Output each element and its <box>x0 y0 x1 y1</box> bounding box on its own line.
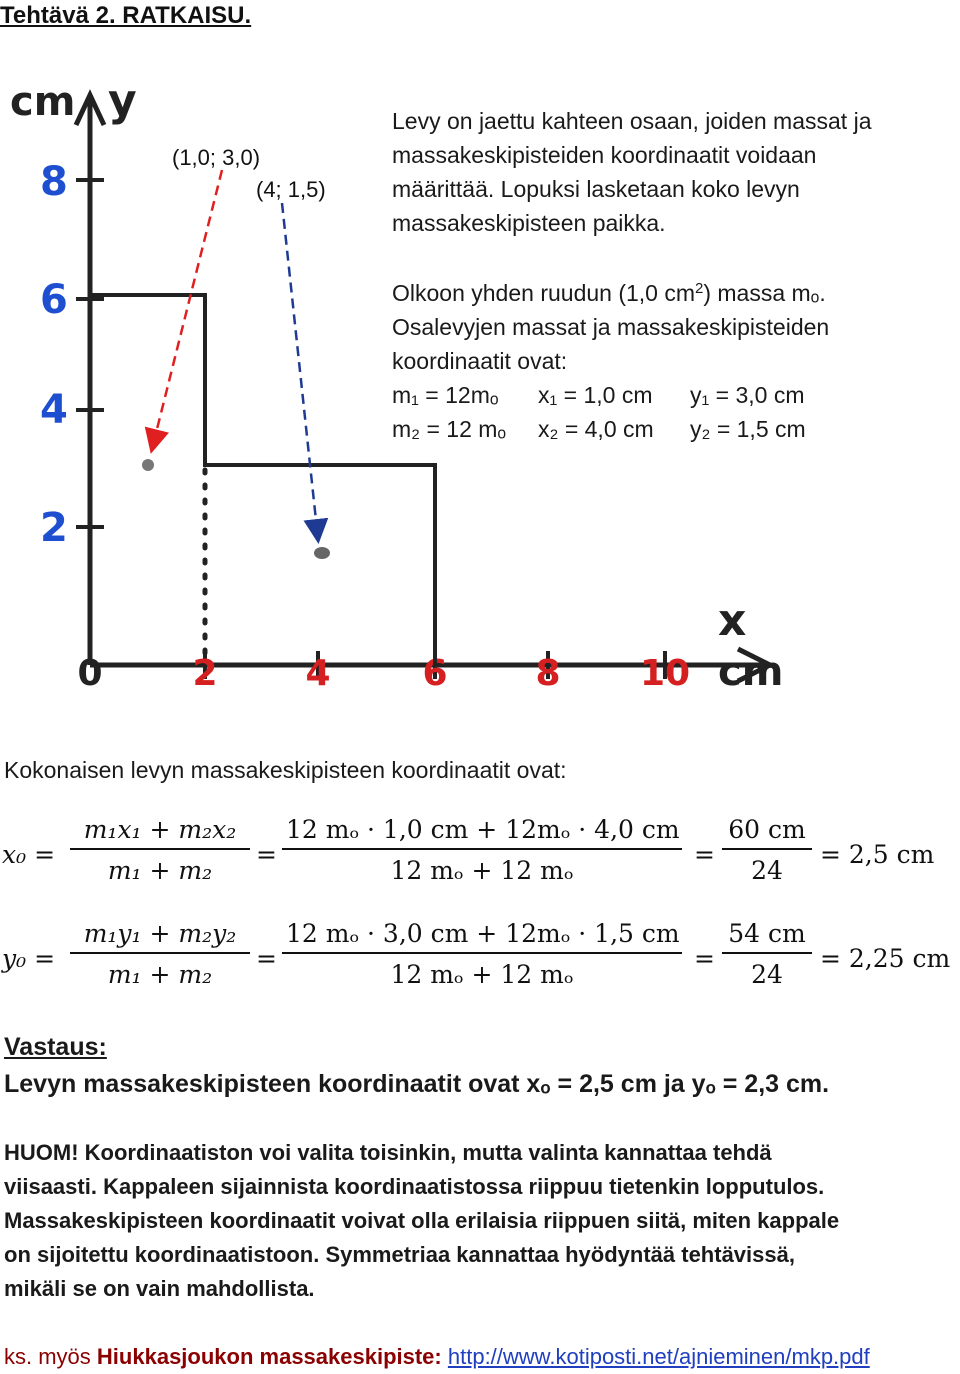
leader-line-blue <box>282 203 318 539</box>
eq-y-f1-denominator: m₁ + m₂ <box>107 960 213 989</box>
page-title: Tehtävä 2. RATKAISU. <box>0 2 252 29</box>
footer-title: Hiukkasjoukon massakeskipiste: <box>96 1344 442 1369</box>
x-tick-label: 8 <box>535 653 561 694</box>
point2-label: (4; 1,5) <box>256 177 326 202</box>
x-tick-label: 10 <box>639 653 691 694</box>
x-tick-label: 4 <box>305 653 331 694</box>
note-line: on sijoitettu koordinaatistoon. Symmetriaa kannattaa hyödyntää tehtävissä, <box>4 1242 795 1267</box>
eq-x-fraction-numeric <box>282 815 682 885</box>
eq-x-fraction-simplified <box>722 815 812 885</box>
eq-y-f2-denominator: 12 mₒ + 12 mₒ <box>390 960 574 989</box>
eq-x-fraction-symbolic <box>70 815 250 885</box>
eq-y-f3-denominator: 24 <box>751 960 783 989</box>
note-line: Massakeskipisteen koordinaatit voivat olla erilaisia riippuen siitä, miten kappale <box>4 1208 840 1233</box>
y-tick-label: 6 <box>40 277 68 323</box>
eq-y-result: = 2,25 cm <box>820 944 951 973</box>
leader-line-red <box>152 170 222 449</box>
footer-prefix: ks. myös <box>4 1344 91 1369</box>
x-axis-label: x <box>718 595 747 646</box>
eq-y-f2-numerator: 12 mₒ · 3,0 cm + 12mₒ · 1,5 cm <box>282 919 682 954</box>
center-of-mass-point-2 <box>314 547 330 559</box>
y-tick-label: 4 <box>40 387 68 433</box>
eq-x-f3-numerator: 60 cm <box>722 815 812 850</box>
x-tick-label: 6 <box>422 653 448 694</box>
note-line: HUOM! Koordinaatiston voi valita toisinkin, mutta valinta kannattaa tehdä <box>4 1140 772 1165</box>
plate-outline <box>90 295 435 665</box>
eq-x-f1-numerator: m₁x₁ + m₂x₂ <box>70 815 250 850</box>
answer-text: Levyn massakeskipisteen koordinaatit ovat xₒ = 2,5 cm ja yₒ = 2,3 cm. <box>4 1070 830 1098</box>
equals-sign: = <box>256 840 277 869</box>
y-axis-label: y <box>108 75 137 126</box>
m1-value: m₁ = 12mₒ <box>392 382 499 408</box>
total-heading: Kokonaisen levyn massakeskipisteen koordinaatit ovat: <box>4 757 567 783</box>
equals-sign: = <box>256 944 277 973</box>
description-line: massakeskipisteiden koordinaatit voidaan <box>392 142 817 168</box>
eq-x-f1-denominator: m₁ + m₂ <box>107 856 213 885</box>
x-axis-unit: cm <box>718 649 784 695</box>
eq-y-fraction-simplified <box>722 919 812 989</box>
eq-y-f3-numerator: 54 cm <box>722 919 812 954</box>
equals-sign: = <box>694 840 715 869</box>
parts-line: koordinaatit ovat: <box>392 348 568 374</box>
description-line: määrittää. Lopuksi lasketaan koko levyn <box>392 176 800 202</box>
x2-value: x₂ = 4,0 cm <box>538 416 654 442</box>
description-line: Levy on jaettu kahteen osaan, joiden massat ja <box>392 108 872 134</box>
y-tick-label: 8 <box>40 159 68 205</box>
note-line: viisaasti. Kappaleen sijainnista koordinaatistossa riippuu tietenkin lopputulos. <box>4 1174 825 1199</box>
parts-line: Osalevyjen massat ja massakeskipisteiden <box>392 314 830 340</box>
description-line: massakeskipisteen paikka. <box>392 210 666 236</box>
x-tick-label: 2 <box>192 653 218 694</box>
eq-y-lhs: y₀ = <box>2 944 56 973</box>
x-tick-label: 0 <box>77 653 103 694</box>
x1-value: x₁ = 1,0 cm <box>538 382 653 408</box>
footer <box>4 1344 870 1370</box>
center-of-mass-point-1 <box>142 459 154 471</box>
eq-x-f2-denominator: 12 mₒ + 12 mₒ <box>390 856 574 885</box>
equals-sign: = <box>694 944 715 973</box>
eq-x-f2-numerator: 12 mₒ · 1,0 cm + 12mₒ · 4,0 cm <box>282 815 682 850</box>
unit-mass-line: Olkoon yhden ruudun (1,0 $cm^2$) massa mₒ. <box>392 280 826 307</box>
m2-value: m₂ = 12 mₒ <box>392 416 507 442</box>
eq-x-result: = 2,5 cm <box>820 840 935 869</box>
footer-link[interactable]: http://www.kotiposti.net/ajnieminen/mkp.pdf <box>447 1344 870 1369</box>
y-axis-unit: cm <box>10 79 76 125</box>
eq-y-f1-numerator: m₁y₁ + m₂y₂ <box>70 919 250 954</box>
y2-value: y₂ = 1,5 cm <box>690 416 806 442</box>
eq-x-lhs: x₀ = <box>2 840 56 869</box>
point1-label: (1,0; 3,0) <box>172 145 261 170</box>
y1-value: y₁ = 3,0 cm <box>690 382 805 408</box>
y-tick-label: 2 <box>40 505 68 551</box>
answer-heading: Vastaus: <box>4 1033 107 1061</box>
note-line: mikäli se on vain mahdollista. <box>4 1276 315 1301</box>
eq-y-fraction-numeric <box>282 919 682 989</box>
eq-x-f3-denominator: 24 <box>751 856 783 885</box>
eq-y-fraction-symbolic <box>70 919 250 989</box>
